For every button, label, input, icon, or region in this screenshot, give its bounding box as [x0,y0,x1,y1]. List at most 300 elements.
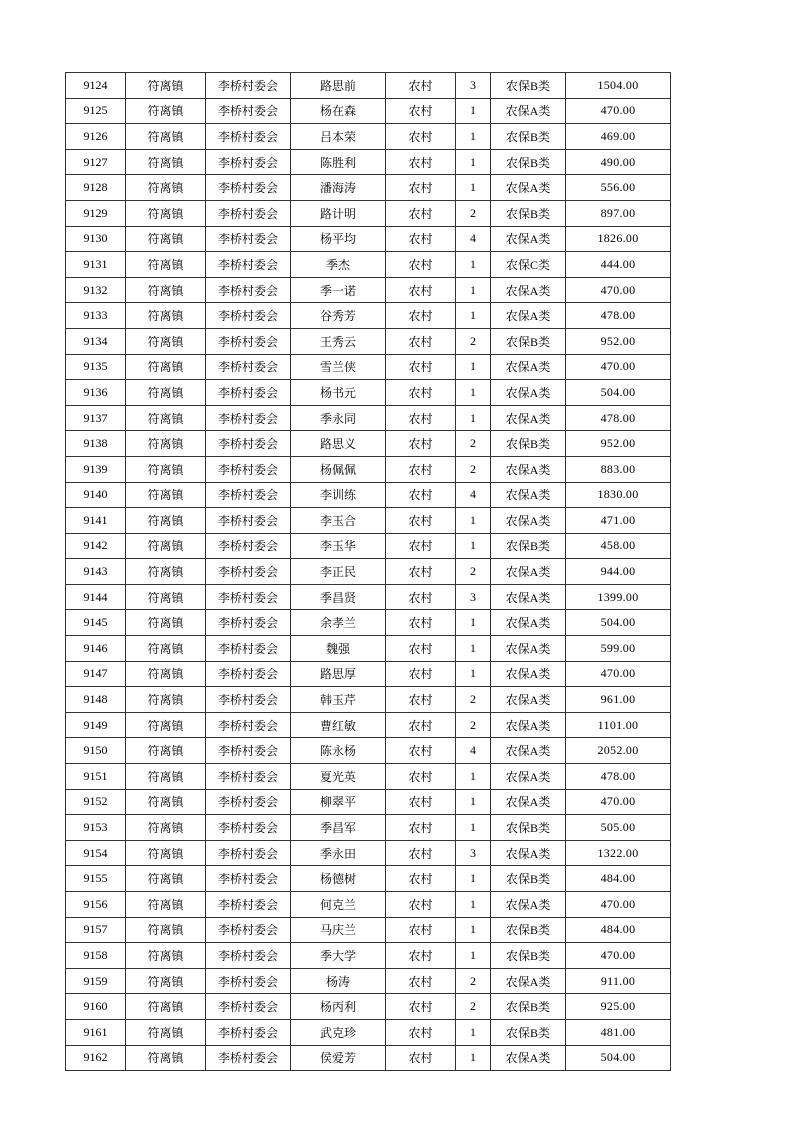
cell-village: 李桥村委会 [206,482,291,508]
cell-name: 季杰 [291,252,386,278]
table-row [66,994,671,1020]
cell-count: 2 [456,328,491,354]
cell-amount: 1826.00 [566,226,671,252]
cell-name: 雪兰侠 [291,354,386,380]
cell-village: 李桥村委会 [206,73,291,99]
table-row [66,405,671,431]
cell-town: 符离镇 [126,559,206,585]
cell-town: 符离镇 [126,252,206,278]
cell-amount: 470.00 [566,354,671,380]
cell-residence: 农村 [386,73,456,99]
cell-name: 季大学 [291,943,386,969]
cell-id: 9155 [66,866,126,892]
cell-amount: 470.00 [566,661,671,687]
cell-amount: 2052.00 [566,738,671,764]
cell-id: 9145 [66,610,126,636]
cell-name: 潘海涛 [291,175,386,201]
cell-id: 9156 [66,892,126,918]
cell-town: 符离镇 [126,303,206,329]
cell-town: 符离镇 [126,712,206,738]
cell-amount: 471.00 [566,508,671,534]
cell-count: 1 [456,175,491,201]
cell-residence: 农村 [386,687,456,713]
cell-count: 2 [456,559,491,585]
cell-name: 李正民 [291,559,386,585]
cell-residence: 农村 [386,149,456,175]
cell-town: 符离镇 [126,610,206,636]
cell-residence: 农村 [386,840,456,866]
cell-amount: 952.00 [566,328,671,354]
cell-town: 符离镇 [126,482,206,508]
cell-category: 农保A类 [491,840,566,866]
table-row [66,149,671,175]
cell-residence: 农村 [386,584,456,610]
cell-town: 符离镇 [126,456,206,482]
cell-village: 李桥村委会 [206,917,291,943]
cell-residence: 农村 [386,789,456,815]
table-row [66,917,671,943]
cell-village: 李桥村委会 [206,994,291,1020]
cell-name: 何克兰 [291,892,386,918]
cell-amount: 481.00 [566,1019,671,1045]
cell-town: 符离镇 [126,1045,206,1071]
cell-name: 季昌贤 [291,584,386,610]
cell-id: 9161 [66,1019,126,1045]
cell-name: 陈永杨 [291,738,386,764]
cell-id: 9137 [66,405,126,431]
cell-count: 2 [456,456,491,482]
cell-name: 柳翠平 [291,789,386,815]
cell-name: 路思厚 [291,661,386,687]
cell-village: 李桥村委会 [206,738,291,764]
cell-village: 李桥村委会 [206,533,291,559]
cell-category: 农保B类 [491,124,566,150]
cell-count: 1 [456,1019,491,1045]
cell-id: 9134 [66,328,126,354]
cell-amount: 470.00 [566,892,671,918]
cell-residence: 农村 [386,175,456,201]
cell-town: 符离镇 [126,892,206,918]
table-row [66,584,671,610]
cell-id: 9146 [66,636,126,662]
cell-category: 农保B类 [491,815,566,841]
cell-name: 李玉合 [291,508,386,534]
cell-village: 李桥村委会 [206,968,291,994]
cell-id: 9128 [66,175,126,201]
cell-count: 1 [456,149,491,175]
cell-category: 农保A类 [491,712,566,738]
cell-residence: 农村 [386,968,456,994]
cell-amount: 484.00 [566,866,671,892]
cell-residence: 农村 [386,815,456,841]
cell-residence: 农村 [386,943,456,969]
cell-count: 1 [456,789,491,815]
table-row [66,943,671,969]
cell-category: 农保B类 [491,73,566,99]
table-row [66,200,671,226]
cell-residence: 农村 [386,892,456,918]
cell-id: 9143 [66,559,126,585]
cell-town: 符离镇 [126,840,206,866]
cell-residence: 农村 [386,738,456,764]
cell-name: 杨佩佩 [291,456,386,482]
cell-name: 王秀云 [291,328,386,354]
cell-count: 1 [456,764,491,790]
cell-amount: 883.00 [566,456,671,482]
cell-category: 农保C类 [491,252,566,278]
table-row [66,328,671,354]
cell-village: 李桥村委会 [206,943,291,969]
cell-name: 李玉华 [291,533,386,559]
cell-id: 9157 [66,917,126,943]
cell-residence: 农村 [386,456,456,482]
cell-category: 农保A类 [491,764,566,790]
cell-village: 李桥村委会 [206,789,291,815]
cell-amount: 504.00 [566,1045,671,1071]
cell-town: 符离镇 [126,354,206,380]
cell-count: 1 [456,815,491,841]
cell-residence: 农村 [386,1019,456,1045]
cell-name: 陈胜利 [291,149,386,175]
cell-count: 1 [456,661,491,687]
cell-count: 1 [456,303,491,329]
cell-name: 路计明 [291,200,386,226]
cell-id: 9133 [66,303,126,329]
cell-village: 李桥村委会 [206,584,291,610]
cell-residence: 农村 [386,866,456,892]
cell-amount: 490.00 [566,149,671,175]
table-row [66,431,671,457]
cell-village: 李桥村委会 [206,405,291,431]
cell-count: 2 [456,200,491,226]
cell-id: 9125 [66,98,126,124]
cell-amount: 470.00 [566,943,671,969]
cell-town: 符离镇 [126,943,206,969]
cell-residence: 农村 [386,303,456,329]
cell-residence: 农村 [386,277,456,303]
cell-id: 9139 [66,456,126,482]
cell-category: 农保B类 [491,533,566,559]
cell-id: 9144 [66,584,126,610]
cell-id: 9130 [66,226,126,252]
cell-category: 农保B类 [491,994,566,1020]
cell-name: 吕本荣 [291,124,386,150]
cell-name: 季永田 [291,840,386,866]
cell-count: 2 [456,968,491,994]
cell-count: 1 [456,943,491,969]
cell-id: 9131 [66,252,126,278]
cell-name: 武克珍 [291,1019,386,1045]
cell-category: 农保A类 [491,738,566,764]
cell-category: 农保B类 [491,943,566,969]
cell-village: 李桥村委会 [206,200,291,226]
cell-amount: 504.00 [566,610,671,636]
benefits-table [65,72,671,1071]
cell-id: 9152 [66,789,126,815]
cell-category: 农保A类 [491,380,566,406]
cell-count: 1 [456,252,491,278]
cell-count: 1 [456,277,491,303]
cell-town: 符离镇 [126,636,206,662]
cell-amount: 952.00 [566,431,671,457]
cell-id: 9138 [66,431,126,457]
cell-residence: 农村 [386,533,456,559]
cell-id: 9160 [66,994,126,1020]
document-page [65,72,670,1071]
cell-village: 李桥村委会 [206,840,291,866]
cell-amount: 1101.00 [566,712,671,738]
cell-id: 9151 [66,764,126,790]
table-row [66,610,671,636]
cell-name: 杨涛 [291,968,386,994]
cell-amount: 1830.00 [566,482,671,508]
cell-amount: 470.00 [566,98,671,124]
table-row [66,98,671,124]
cell-count: 1 [456,98,491,124]
cell-amount: 1504.00 [566,73,671,99]
cell-village: 李桥村委会 [206,815,291,841]
cell-village: 李桥村委会 [206,712,291,738]
cell-amount: 897.00 [566,200,671,226]
cell-amount: 484.00 [566,917,671,943]
cell-town: 符离镇 [126,200,206,226]
cell-amount: 911.00 [566,968,671,994]
cell-id: 9149 [66,712,126,738]
cell-count: 3 [456,73,491,99]
table-row [66,892,671,918]
cell-id: 9141 [66,508,126,534]
cell-category: 农保A类 [491,636,566,662]
cell-category: 农保A类 [491,277,566,303]
cell-residence: 农村 [386,124,456,150]
table-row [66,968,671,994]
cell-village: 李桥村委会 [206,277,291,303]
cell-residence: 农村 [386,482,456,508]
cell-id: 9129 [66,200,126,226]
table-row [66,226,671,252]
cell-village: 李桥村委会 [206,1045,291,1071]
cell-category: 农保B类 [491,149,566,175]
cell-id: 9124 [66,73,126,99]
cell-name: 杨丙利 [291,994,386,1020]
table-row [66,456,671,482]
table-row [66,124,671,150]
cell-village: 李桥村委会 [206,124,291,150]
cell-residence: 农村 [386,559,456,585]
cell-town: 符离镇 [126,405,206,431]
cell-village: 李桥村委会 [206,892,291,918]
cell-town: 符离镇 [126,1019,206,1045]
cell-residence: 农村 [386,661,456,687]
cell-category: 农保A类 [491,482,566,508]
cell-residence: 农村 [386,508,456,534]
cell-id: 9147 [66,661,126,687]
table-row [66,712,671,738]
cell-village: 李桥村委会 [206,226,291,252]
cell-name: 余孝兰 [291,610,386,636]
cell-count: 4 [456,226,491,252]
cell-residence: 农村 [386,994,456,1020]
cell-residence: 农村 [386,328,456,354]
cell-count: 2 [456,687,491,713]
table-row [66,1019,671,1045]
table-row [66,815,671,841]
cell-count: 1 [456,508,491,534]
cell-name: 魏强 [291,636,386,662]
cell-town: 符离镇 [126,73,206,99]
cell-count: 1 [456,405,491,431]
cell-amount: 444.00 [566,252,671,278]
table-row [66,840,671,866]
cell-id: 9142 [66,533,126,559]
cell-id: 9150 [66,738,126,764]
cell-amount: 478.00 [566,405,671,431]
cell-category: 农保A类 [491,789,566,815]
cell-count: 1 [456,866,491,892]
cell-town: 符离镇 [126,917,206,943]
table-row [66,508,671,534]
table-row [66,73,671,99]
table-row [66,482,671,508]
cell-category: 农保A类 [491,508,566,534]
cell-count: 2 [456,431,491,457]
cell-count: 1 [456,124,491,150]
cell-category: 农保A类 [491,687,566,713]
cell-village: 李桥村委会 [206,149,291,175]
cell-village: 李桥村委会 [206,1019,291,1045]
cell-village: 李桥村委会 [206,661,291,687]
cell-name: 路思前 [291,73,386,99]
cell-name: 杨平均 [291,226,386,252]
cell-count: 4 [456,738,491,764]
table-row [66,789,671,815]
cell-residence: 农村 [386,1045,456,1071]
cell-count: 1 [456,533,491,559]
cell-town: 符离镇 [126,584,206,610]
cell-count: 1 [456,917,491,943]
cell-count: 1 [456,1045,491,1071]
cell-category: 农保B类 [491,328,566,354]
cell-village: 李桥村委会 [206,98,291,124]
cell-id: 9162 [66,1045,126,1071]
cell-category: 农保A类 [491,584,566,610]
cell-village: 李桥村委会 [206,508,291,534]
cell-town: 符离镇 [126,687,206,713]
cell-residence: 农村 [386,431,456,457]
cell-village: 李桥村委会 [206,175,291,201]
table-row [66,738,671,764]
cell-residence: 农村 [386,354,456,380]
cell-id: 9126 [66,124,126,150]
cell-name: 曹红敏 [291,712,386,738]
cell-town: 符离镇 [126,149,206,175]
cell-id: 9158 [66,943,126,969]
cell-town: 符离镇 [126,738,206,764]
cell-residence: 农村 [386,917,456,943]
cell-village: 李桥村委会 [206,559,291,585]
cell-id: 9135 [66,354,126,380]
table-row [66,559,671,585]
cell-residence: 农村 [386,380,456,406]
cell-name: 路思义 [291,431,386,457]
cell-category: 农保A类 [491,354,566,380]
cell-category: 农保B类 [491,866,566,892]
cell-name: 杨德树 [291,866,386,892]
cell-name: 侯爱芳 [291,1045,386,1071]
cell-amount: 925.00 [566,994,671,1020]
cell-category: 农保B类 [491,1019,566,1045]
table-row [66,636,671,662]
cell-count: 1 [456,380,491,406]
cell-category: 农保A类 [491,559,566,585]
cell-amount: 961.00 [566,687,671,713]
cell-count: 2 [456,712,491,738]
cell-category: 农保B类 [491,917,566,943]
cell-category: 农保A类 [491,610,566,636]
cell-amount: 1322.00 [566,840,671,866]
cell-residence: 农村 [386,252,456,278]
cell-town: 符离镇 [126,789,206,815]
cell-id: 9136 [66,380,126,406]
cell-category: 农保A类 [491,226,566,252]
cell-amount: 556.00 [566,175,671,201]
cell-amount: 504.00 [566,380,671,406]
cell-category: 农保B类 [491,431,566,457]
cell-town: 符离镇 [126,175,206,201]
cell-town: 符离镇 [126,508,206,534]
cell-town: 符离镇 [126,277,206,303]
cell-name: 谷秀芳 [291,303,386,329]
cell-name: 季昌军 [291,815,386,841]
cell-id: 9148 [66,687,126,713]
cell-village: 李桥村委会 [206,687,291,713]
cell-count: 4 [456,482,491,508]
cell-village: 李桥村委会 [206,252,291,278]
cell-amount: 458.00 [566,533,671,559]
cell-village: 李桥村委会 [206,866,291,892]
cell-count: 2 [456,994,491,1020]
cell-amount: 478.00 [566,764,671,790]
cell-town: 符离镇 [126,815,206,841]
cell-residence: 农村 [386,610,456,636]
cell-amount: 944.00 [566,559,671,585]
cell-town: 符离镇 [126,328,206,354]
table-row [66,1045,671,1071]
cell-amount: 478.00 [566,303,671,329]
cell-id: 9153 [66,815,126,841]
cell-count: 1 [456,636,491,662]
cell-village: 李桥村委会 [206,354,291,380]
cell-residence: 农村 [386,764,456,790]
cell-category: 农保A类 [491,405,566,431]
cell-name: 季一诺 [291,277,386,303]
cell-amount: 599.00 [566,636,671,662]
cell-name: 杨在森 [291,98,386,124]
cell-town: 符离镇 [126,764,206,790]
cell-town: 符离镇 [126,226,206,252]
cell-village: 李桥村委会 [206,328,291,354]
cell-name: 李训练 [291,482,386,508]
table-row [66,687,671,713]
cell-id: 9127 [66,149,126,175]
cell-residence: 农村 [386,98,456,124]
table-row [66,380,671,406]
cell-residence: 农村 [386,200,456,226]
table-row [66,764,671,790]
cell-town: 符离镇 [126,431,206,457]
table-row [66,866,671,892]
cell-town: 符离镇 [126,533,206,559]
